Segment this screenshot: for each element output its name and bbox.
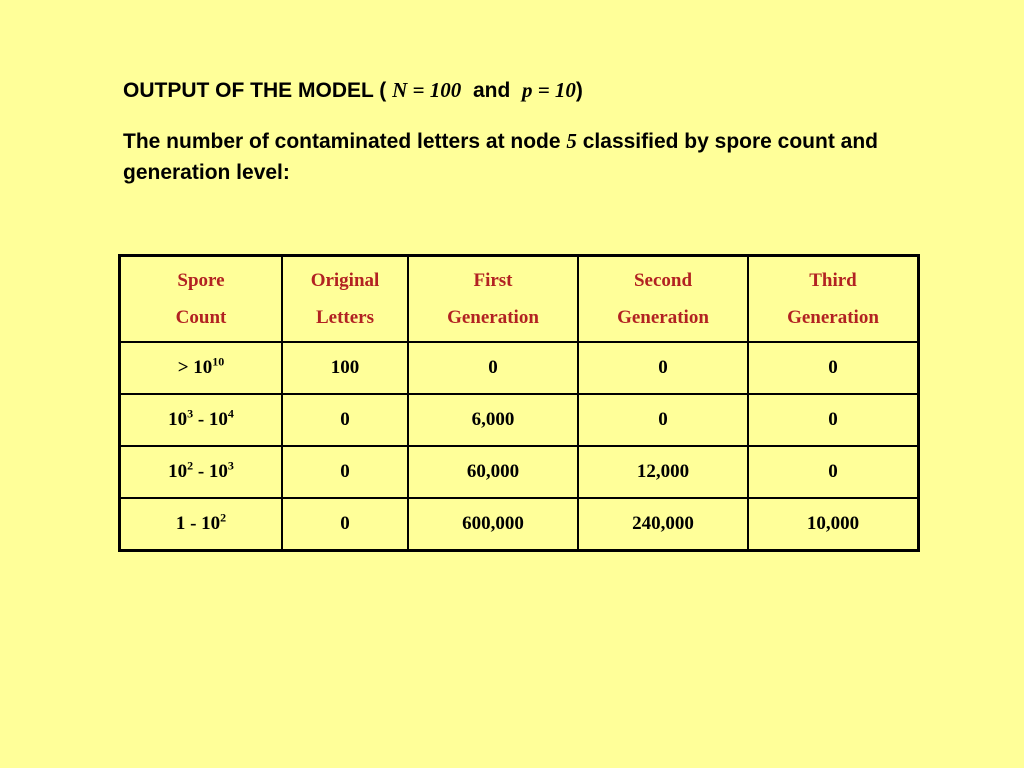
spore-count-cell: [120, 342, 283, 394]
spore-exponent: 2: [220, 510, 227, 525]
table-row: [120, 342, 919, 394]
slide-title: [123, 78, 583, 103]
spore-base: 10: [168, 409, 188, 430]
header-line: Spore: [177, 270, 225, 291]
header-second-generation: [578, 256, 748, 343]
spore-separator: -: [193, 409, 209, 430]
value-cell: 100: [282, 342, 408, 394]
spore-base: 10: [208, 461, 228, 482]
title-and: and: [472, 79, 511, 102]
title-n-expression: N = 100: [392, 78, 462, 102]
value-cell: 0: [282, 394, 408, 446]
spore-exponent: 4: [227, 406, 234, 421]
title-p-expression: p = 10: [521, 78, 576, 102]
spore-base: 10: [208, 409, 228, 430]
value-cell: 10,000: [748, 498, 919, 551]
spore-exponent: 2: [187, 458, 194, 473]
title-prefix: OUTPUT OF THE MODEL (: [123, 79, 387, 102]
table-row: [120, 498, 919, 551]
value-cell: 0: [408, 342, 578, 394]
header-line: Letters: [315, 307, 375, 328]
header-third-generation: [748, 256, 919, 343]
spore-count-cell: [120, 498, 283, 551]
value-cell: 0: [578, 394, 748, 446]
header-line: Original: [310, 270, 380, 291]
spore-base: 1 - 10: [175, 513, 221, 534]
spore-count-table: [118, 254, 920, 552]
spore-base: > 10: [177, 357, 213, 378]
value-cell: 240,000: [578, 498, 748, 551]
spore-base: 10: [168, 461, 188, 482]
header-line: Second: [633, 270, 693, 291]
value-cell: 0: [748, 342, 919, 394]
subtitle-text-before: The number of contaminated letters at node: [123, 130, 561, 153]
header-line: Generation: [617, 307, 709, 328]
header-original-letters: [282, 256, 408, 343]
spore-exponent: 3: [187, 406, 194, 421]
table-header-row: [120, 256, 919, 343]
value-cell: 6,000: [408, 394, 578, 446]
slide-subtitle: [123, 126, 883, 188]
title-suffix: ): [575, 79, 583, 102]
header-line: Third: [809, 270, 857, 291]
header-first-generation: [408, 256, 578, 343]
header-spore-count: [120, 256, 283, 343]
value-cell: 0: [282, 446, 408, 498]
header-line: Generation: [787, 307, 879, 328]
spore-exponent: 10: [212, 354, 225, 369]
table-row: [120, 394, 919, 446]
spore-count-cell: [120, 446, 283, 498]
spore-separator: -: [193, 461, 209, 482]
subtitle-node-number: 5: [566, 129, 577, 153]
value-cell: 0: [282, 498, 408, 551]
spore-count-cell: [120, 394, 283, 446]
value-cell: 0: [748, 446, 919, 498]
header-line: Generation: [447, 307, 539, 328]
spore-exponent: 3: [227, 458, 234, 473]
header-line: First: [473, 270, 513, 291]
value-cell: 12,000: [578, 446, 748, 498]
value-cell: 60,000: [408, 446, 578, 498]
table-row: [120, 446, 919, 498]
value-cell: 0: [748, 394, 919, 446]
subtitle-text-after: classified by spore count and generation level:: [123, 130, 878, 184]
value-cell: 600,000: [408, 498, 578, 551]
value-cell: 0: [578, 342, 748, 394]
header-line: Count: [175, 307, 227, 328]
